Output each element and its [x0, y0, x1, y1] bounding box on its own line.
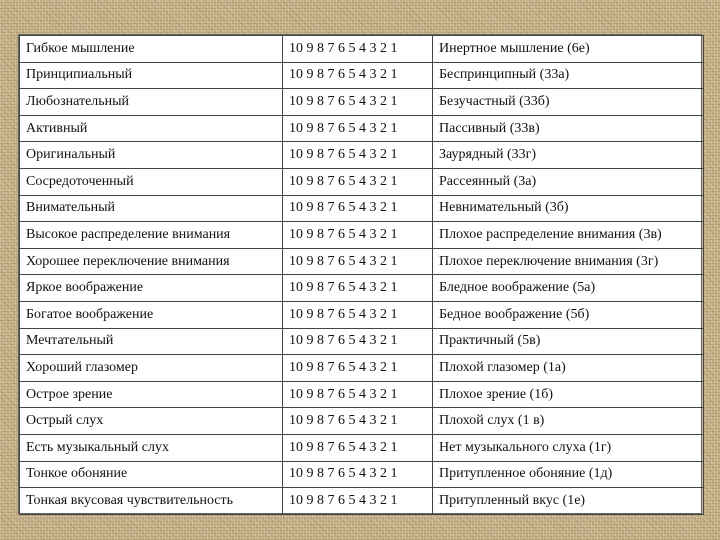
table-row	[20, 355, 704, 382]
positive-trait-cell: Богатое воображение	[20, 301, 283, 328]
positive-trait-cell: Принципиальный	[20, 62, 283, 89]
positive-trait-cell: Оригинальный	[20, 142, 283, 169]
negative-trait-cell: Бедное воображение (5б)	[433, 301, 704, 328]
table-row	[20, 115, 704, 142]
negative-trait-cell: Невнимательный (3б)	[433, 195, 704, 222]
rating-scale-cell: 10 9 8 7 6 5 4 3 2 1	[283, 355, 433, 382]
positive-trait-cell: Острое зрение	[20, 381, 283, 408]
rating-scale-cell: 10 9 8 7 6 5 4 3 2 1	[283, 488, 433, 515]
positive-trait-cell: Тонкое обоняние	[20, 461, 283, 488]
table-row	[20, 461, 704, 488]
rating-scale-cell: 10 9 8 7 6 5 4 3 2 1	[283, 328, 433, 355]
negative-trait-cell: Притупленное обоняние (1д)	[433, 461, 704, 488]
positive-trait-cell: Внимательный	[20, 195, 283, 222]
table-row	[20, 328, 704, 355]
table-row	[20, 408, 704, 435]
rating-scale-cell: 10 9 8 7 6 5 4 3 2 1	[283, 195, 433, 222]
rating-scale-cell: 10 9 8 7 6 5 4 3 2 1	[283, 142, 433, 169]
negative-trait-cell: Плохое зрение (1б)	[433, 381, 704, 408]
table-row	[20, 248, 704, 275]
positive-trait-cell: Гибкое мышление	[20, 36, 283, 63]
positive-trait-cell: Мечтательный	[20, 328, 283, 355]
rating-scale-cell: 10 9 8 7 6 5 4 3 2 1	[283, 248, 433, 275]
rating-scale-cell: 10 9 8 7 6 5 4 3 2 1	[283, 275, 433, 302]
table-row	[20, 142, 704, 169]
rating-scale-cell: 10 9 8 7 6 5 4 3 2 1	[283, 222, 433, 249]
negative-trait-cell: Притупленный вкус (1е)	[433, 488, 704, 515]
rating-scale-cell: 10 9 8 7 6 5 4 3 2 1	[283, 89, 433, 116]
negative-trait-cell: Плохое распределение внимания (3в)	[433, 222, 704, 249]
table-row	[20, 89, 704, 116]
table-row	[20, 195, 704, 222]
table-row	[20, 434, 704, 461]
positive-trait-cell: Хороший глазомер	[20, 355, 283, 382]
table-row	[20, 275, 704, 302]
table-row	[20, 36, 704, 63]
negative-trait-cell: Бледное воображение (5а)	[433, 275, 704, 302]
negative-trait-cell: Плохое переключение внимания (3г)	[433, 248, 704, 275]
positive-trait-cell: Яркое воображение	[20, 275, 283, 302]
rating-scale-cell: 10 9 8 7 6 5 4 3 2 1	[283, 36, 433, 63]
table-body	[20, 36, 704, 515]
table-row	[20, 488, 704, 515]
table-row	[20, 381, 704, 408]
positive-trait-cell: Любознательный	[20, 89, 283, 116]
rating-scale-cell: 10 9 8 7 6 5 4 3 2 1	[283, 62, 433, 89]
rating-scale-cell: 10 9 8 7 6 5 4 3 2 1	[283, 115, 433, 142]
positive-trait-cell: Острый слух	[20, 408, 283, 435]
positive-trait-cell: Тонкая вкусовая чувствительность	[20, 488, 283, 515]
negative-trait-cell: Инертное мышление (6е)	[433, 36, 704, 63]
rating-scale-cell: 10 9 8 7 6 5 4 3 2 1	[283, 381, 433, 408]
negative-trait-cell: Рассеянный (3а)	[433, 168, 704, 195]
negative-trait-cell: Пассивный (33в)	[433, 115, 704, 142]
rating-scale-cell: 10 9 8 7 6 5 4 3 2 1	[283, 461, 433, 488]
negative-trait-cell: Плохой глазомер (1а)	[433, 355, 704, 382]
positive-trait-cell: Сосредоточенный	[20, 168, 283, 195]
negative-trait-cell: Плохой слух (1 в)	[433, 408, 704, 435]
table-row	[20, 222, 704, 249]
negative-trait-cell: Беспринципный (33а)	[433, 62, 704, 89]
table-row	[20, 168, 704, 195]
positive-trait-cell: Есть музыкальный слух	[20, 434, 283, 461]
negative-trait-cell: Заурядный (33г)	[433, 142, 704, 169]
negative-trait-cell: Практичный (5в)	[433, 328, 704, 355]
positive-trait-cell: Хорошее переключение внимания	[20, 248, 283, 275]
negative-trait-cell: Нет музыкального слуха (1г)	[433, 434, 704, 461]
assessment-table	[19, 35, 704, 515]
table-sheet	[18, 34, 702, 514]
negative-trait-cell: Безучастный (33б)	[433, 89, 704, 116]
table-row	[20, 62, 704, 89]
table-row	[20, 301, 704, 328]
rating-scale-cell: 10 9 8 7 6 5 4 3 2 1	[283, 168, 433, 195]
rating-scale-cell: 10 9 8 7 6 5 4 3 2 1	[283, 408, 433, 435]
positive-trait-cell: Высокое распределение внимания	[20, 222, 283, 249]
rating-scale-cell: 10 9 8 7 6 5 4 3 2 1	[283, 301, 433, 328]
rating-scale-cell: 10 9 8 7 6 5 4 3 2 1	[283, 434, 433, 461]
positive-trait-cell: Активный	[20, 115, 283, 142]
